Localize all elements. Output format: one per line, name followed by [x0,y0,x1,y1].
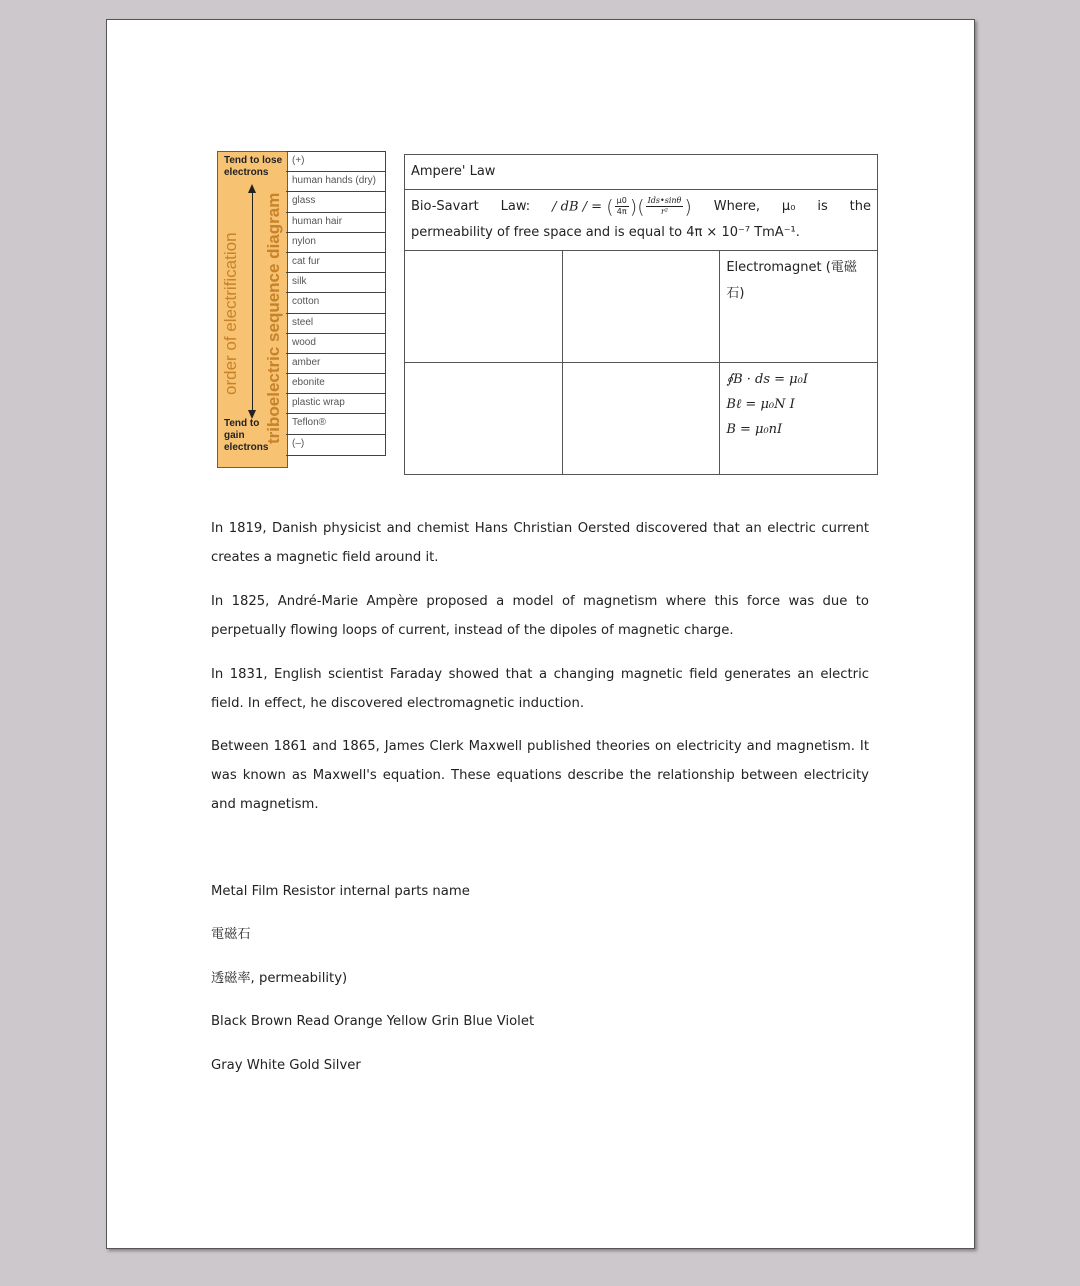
paragraph-ampere: In 1825, André-Marie Ampère proposed a model of magnetism where this force was due to perpetually flowing loops of current, instead of the dipoles of magnetic charge. [211,594,869,638]
electromagnet-cell: Electromagnet (電磁石) [720,251,878,363]
material-item: Teflon® [286,414,385,434]
material-item: (+) [286,152,385,172]
ampere-formula-3: B = μ₀nI [726,422,783,437]
empty-cell [562,363,720,475]
note-color-codes-1: Black Brown Read Orange Yellow Grin Blue Violet [211,1014,535,1029]
material-item: cat fur [286,253,385,273]
note-permeability: 透磁率, permeability) [211,971,348,986]
empty-cell [405,251,563,363]
note-resistor-parts: Metal Film Resistor internal parts name [211,884,470,899]
biosavart-label: Bio-Savart [411,199,479,214]
biosavart-formula: / dB / = ( $\frac{\mu 0}{4\pi}$ )( $\frac{\text{Ids•sinθ}}{\text{r²}}$ ) [552,195,692,218]
ids-fraction: $\frac{\text{Ids•sinθ}}{\text{r²}}$ [647,196,682,217]
note-electromagnet: 電磁石 [211,927,251,942]
ampere-formula-2: Bℓ = μ₀N I [726,397,795,412]
material-item: amber [286,354,385,374]
where-label: Where, [713,199,760,214]
material-item: human hair [286,213,385,233]
material-item: nylon [286,233,385,253]
mu-symbol: μ₀ [781,199,796,214]
material-item: glass [286,192,385,212]
material-item: steel [286,314,385,334]
material-item: human hands (dry) [286,172,385,192]
tend-to-lose-label: Tend to lose electrons [224,155,283,178]
material-item: ebonite [286,374,385,394]
material-item: plastic wrap [286,394,385,414]
law-label: Law: [500,199,531,214]
paragraph-faraday: In 1831, English scientist Faraday showed that a changing magnetic field generates an electric field. In effect, he discovered electromagnetic induction. [211,667,869,711]
material-item: cotton [286,293,385,313]
ampere-formula-1: ∮B · ds = μ₀I [726,372,808,387]
empty-cell [405,363,563,475]
material-list [286,151,386,456]
is-label: is [817,199,828,214]
ampere-law-table [404,154,878,475]
mu-fraction: $\frac{\mu 0}{4\pi}$ [616,196,627,217]
note-color-codes-2: Gray White Gold Silver [211,1058,361,1073]
paragraph-maxwell: Between 1861 and 1865, James Clerk Maxwell published theories on electricity and magnetism. It was known as Maxwell's equation. These equations describe the relationship between electricity and magnetism. [211,739,869,812]
triboelectric-side-bar [217,151,288,468]
triboelectric-sequence-figure [217,151,387,468]
biosavart-cell [405,190,878,251]
arrow-shaft [252,192,253,414]
paragraph-oersted: In 1819, Danish physicist and chemist Hans Christian Oersted discovered that an electric current creates a magnetic field around it. [211,521,869,565]
empty-cell [562,251,720,363]
material-item: (–) [292,437,305,449]
order-of-electrification-label: order of electrification [221,232,240,395]
document-page [106,19,975,1249]
ampere-law-title: Ampere' Law [405,155,878,190]
ampere-formulas-cell [720,363,878,475]
formula-lhs: / dB / = [552,199,603,215]
the-label: the [849,199,871,214]
tend-to-gain-label: Tend to gain electrons [224,418,269,453]
material-item: silk [286,273,385,293]
material-item: wood [286,334,385,354]
triboelectric-sequence-label: triboelectric sequence diagram [264,192,283,444]
permeability-text: permeability of free space and is equal to 4π × 10⁻⁷ TmA⁻¹. [411,225,800,240]
